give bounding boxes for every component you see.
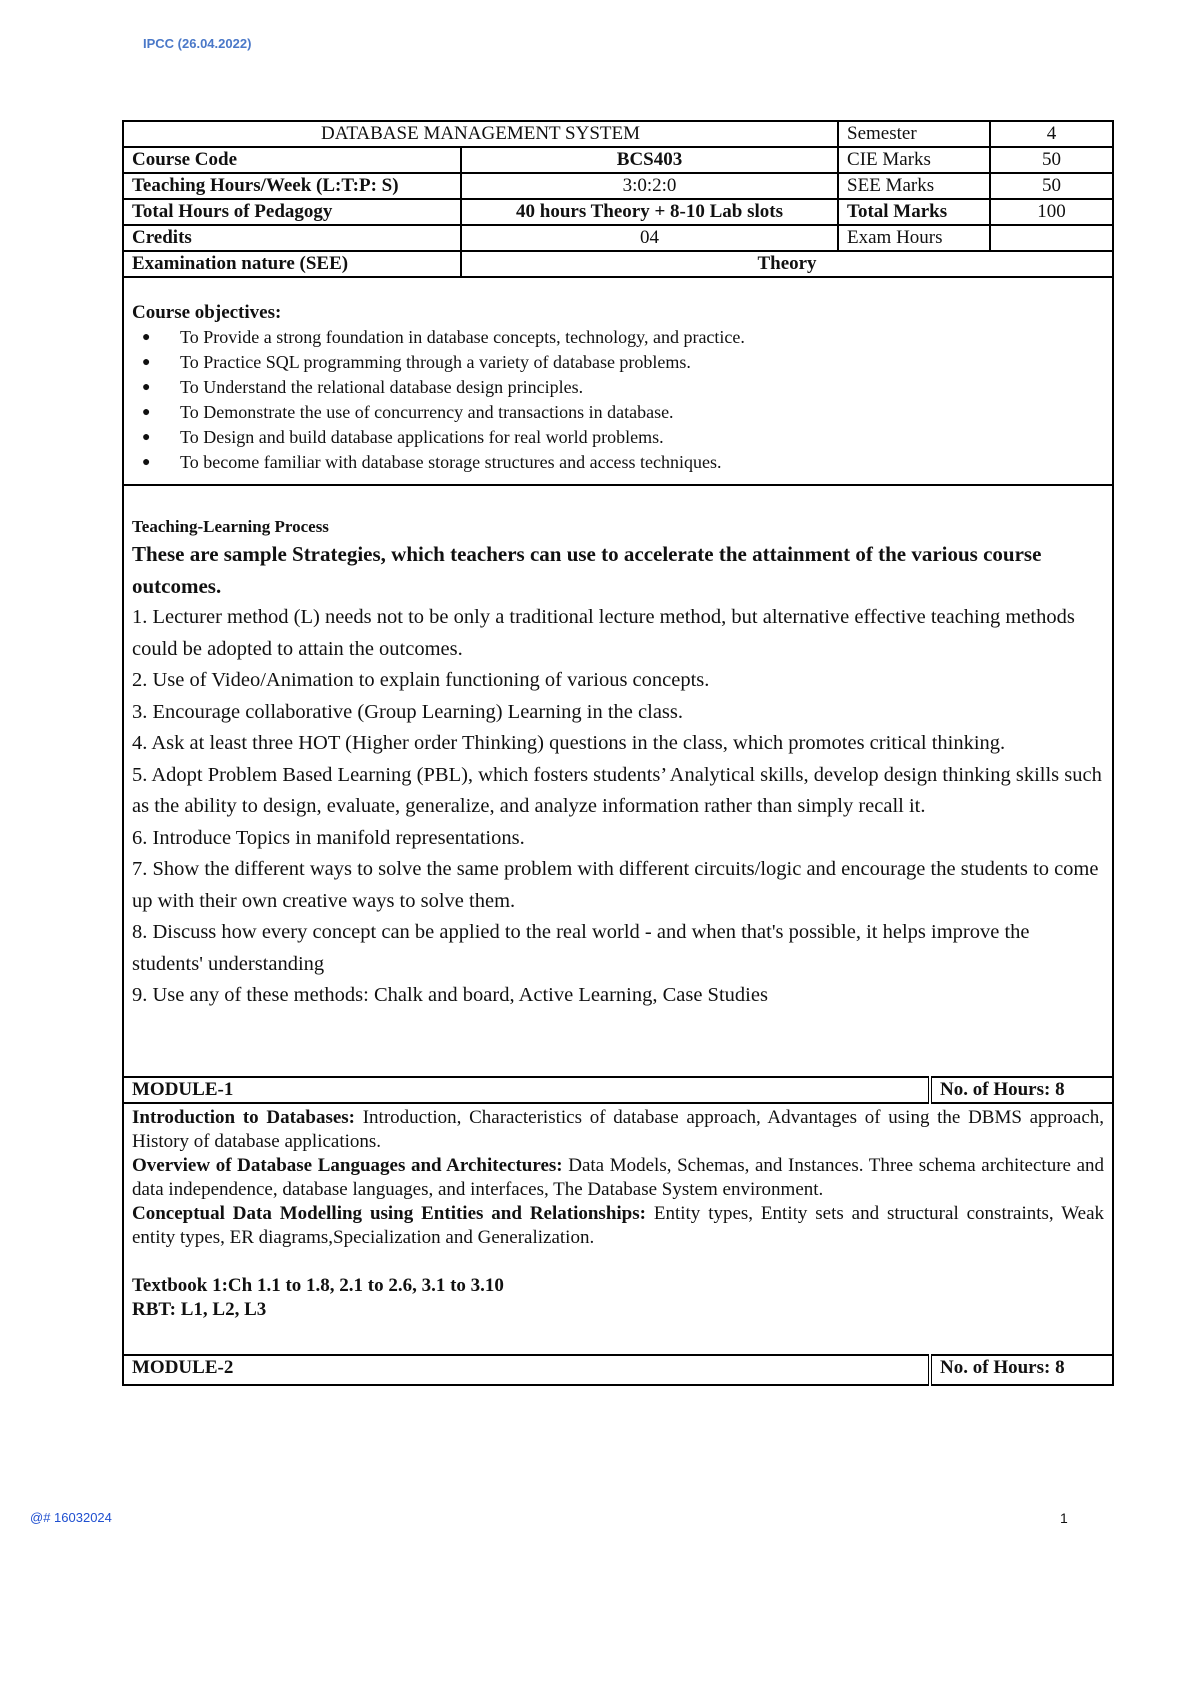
- info-right-value: 100: [990, 199, 1113, 225]
- exam-nature-label: Examination nature (SEE): [123, 251, 461, 277]
- list-item: ● To Demonstrate the use of concurrency and transactions in database.: [180, 400, 1104, 425]
- module1-section: [132, 1106, 1104, 1154]
- teaching-row: [123, 485, 1113, 1077]
- module1-title: MODULE-1: [123, 1077, 930, 1103]
- info-right-value: 50: [990, 173, 1113, 199]
- list-item: 7. Show the different ways to solve the same problem with different circuits/logic and encourage the students to come up with their own creative ways to solve them.: [132, 858, 1099, 912]
- exam-nature-value: Theory: [461, 251, 1113, 277]
- module1-rbt: RBT: L1, L2, L3: [132, 1299, 267, 1320]
- section-head: Overview of Database Languages and Architectures:: [132, 1155, 563, 1176]
- list-item: 6. Introduce Topics in manifold representations.: [132, 826, 525, 849]
- info-right-label: Total Marks: [838, 199, 990, 225]
- info-right-label: CIE Marks: [838, 147, 990, 173]
- page-number: 1: [1060, 1510, 1068, 1526]
- info-right-value: [990, 225, 1113, 251]
- info-value: BCS403: [461, 147, 838, 173]
- footer-code: @# 16032024: [30, 1510, 112, 1525]
- syllabus-table: [122, 120, 1114, 1386]
- list-item: ● To become familiar with database storage structures and access techniques.: [180, 450, 1104, 475]
- course-title: DATABASE MANAGEMENT SYSTEM: [123, 121, 838, 147]
- module1-textbook: Textbook 1:Ch 1.1 to 1.8, 2.1 to 2.6, 3.1 to 3.10: [132, 1275, 504, 1296]
- info-label: Teaching Hours/Week (L:T:P: S): [123, 173, 461, 199]
- info-value: 40 hours Theory + 8-10 Lab slots: [461, 199, 838, 225]
- info-label: Course Code: [123, 147, 461, 173]
- info-right-label: Exam Hours: [838, 225, 990, 251]
- list-item: 5. Adopt Problem Based Learning (PBL), which fosters students’ Analytical skills, develop design thinking skills such as the ability to design, evaluate, generalize, and analyze information rather than simply recall it.: [132, 763, 1102, 817]
- section-text: Entity types, Entity sets and structural constraints, Weak entity types, ER diagrams,Specialization and Generalization.: [132, 1203, 1105, 1248]
- list-item: 9. Use any of these methods: Chalk and board, Active Learning, Case Studies: [132, 984, 768, 1006]
- objectives-row: [123, 277, 1113, 485]
- section-head: Introduction to Databases:: [132, 1107, 356, 1128]
- info-right-value: 50: [990, 147, 1113, 173]
- info-value: 3:0:2:0: [461, 173, 838, 199]
- info-value: 04: [461, 225, 838, 251]
- semester-label: Semester: [838, 121, 990, 147]
- title-row: [123, 121, 1113, 147]
- list-item: ● To Practice SQL programming through a variety of database problems.: [180, 350, 1104, 375]
- list-item: ● To Provide a strong foundation in database concepts, technology, and practice.: [180, 325, 1104, 350]
- info-label: Total Hours of Pedagogy: [123, 199, 461, 225]
- module1-header: [123, 1077, 1113, 1103]
- list-item: 3. Encourage collaborative (Group Learning) Learning in the class.: [132, 700, 684, 723]
- header-tag: IPCC (26.04.2022): [143, 36, 252, 51]
- module1-hours: No. of Hours: 8: [930, 1077, 1113, 1103]
- info-row: [123, 147, 1113, 173]
- teaching-heading: Teaching-Learning Process: [132, 517, 329, 536]
- objectives-heading: Course objectives:: [132, 302, 282, 323]
- list-item: 4. Ask at least three HOT (Higher order Thinking) questions in the class, which promotes critical thinking.: [132, 732, 1006, 754]
- list-item: 8. Discuss how every concept can be applied to the real world - and when that's possible, it helps improve the students' understanding: [132, 921, 1030, 975]
- list-item: ● To Design and build database applications for real world problems.: [180, 425, 1104, 450]
- teaching-lead: These are sample Strategies, which teachers can use to accelerate the attainment of the various course outcomes.: [132, 542, 1042, 598]
- list-item: ● To Understand the relational database design principles.: [180, 375, 1104, 400]
- exam-nature-row: [123, 251, 1113, 277]
- info-row: [123, 225, 1113, 251]
- module1-body: [123, 1103, 1113, 1355]
- list-item: 1. Lecturer method (L) needs not to be only a traditional lecture method, but alternative effective teaching methods could be adopted to attain the outcomes.: [132, 606, 1075, 660]
- objectives-list: [132, 325, 1104, 475]
- module2-title: MODULE-2: [123, 1355, 930, 1385]
- list-item: 2. Use of Video/Animation to explain functioning of various concepts.: [132, 669, 710, 691]
- semester-value: 4: [990, 121, 1113, 147]
- section-text: Introduction, Characteristics of database approach, Advantages of using the DBMS approach, History of database applications.: [132, 1107, 1105, 1152]
- section-text: Data Models, Schemas, and Instances. Three schema architecture and data independence, database languages, and interfaces, The Database System environment.: [132, 1155, 1105, 1200]
- module2-header: [123, 1355, 1113, 1385]
- module2-hours: No. of Hours: 8: [930, 1355, 1113, 1385]
- module1-section: [132, 1154, 1104, 1202]
- info-row: [123, 173, 1113, 199]
- module1-section: [132, 1202, 1104, 1250]
- info-label: Credits: [123, 225, 461, 251]
- info-row: [123, 199, 1113, 225]
- section-head: Conceptual Data Modelling using Entities and Relationships:: [132, 1203, 646, 1224]
- info-right-label: SEE Marks: [838, 173, 990, 199]
